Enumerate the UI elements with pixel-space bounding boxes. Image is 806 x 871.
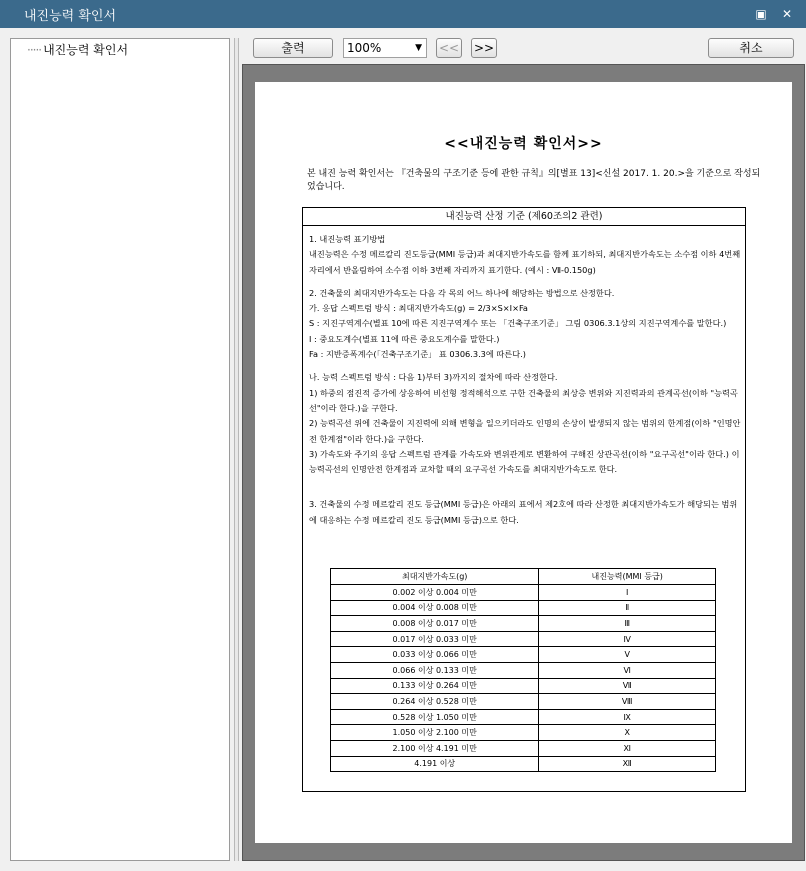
section-2-step-2: 2) 능력곡선 위에 건축물이 지진력에 의해 변형을 일으키더라도 인명의 손상이 발생되지 않는 범위의 한계점(이하 "인명안전 한계점"이라 한다.)을 구한다. (309, 418, 741, 444)
document-tree (10, 38, 230, 861)
table-row (331, 616, 716, 632)
section-2-na: 나. 능력 스펙트럼 방식 : 다음 1)부터 3)까지의 절차에 따라 산정한다. (309, 372, 558, 383)
pga-range: 2.100 이상 4.191 미만 (331, 740, 539, 756)
zoom-value: 100% (347, 41, 382, 55)
table-row (331, 678, 716, 694)
mmi-grade: Ⅹ (539, 725, 716, 741)
table-row (331, 662, 716, 678)
section-3-text: 3. 건축물의 수정 메르칼리 진도 등급(MMI 등급)은 아래의 표에서 제2호에 따라 산정한 최대지반가속도가 해당되는 범위에 대응하는 수정 메르칼리 진도 등급(MMI 등급)으로 한다. (309, 499, 738, 525)
pga-range: 0.002 이상 0.004 미만 (331, 585, 539, 601)
mmi-grade: Ⅷ (539, 694, 716, 710)
section-1-title: 1. 내진능력 표기방법 (309, 234, 386, 244)
mmi-grade: Ⅲ (539, 616, 716, 632)
pga-range: 0.033 이상 0.066 미만 (331, 647, 539, 663)
mmi-grade: Ⅺ (539, 740, 716, 756)
cancel-button[interactable]: 취소 (708, 38, 794, 58)
section-2-s: S : 지진구역계수(별표 10에 따른 지진구역계수 또는 「건축구조기준」 그림 0306.3.1상의 지진구역계수를 말한다.) (309, 318, 727, 329)
pga-range: 0.133 이상 0.264 미만 (331, 678, 539, 694)
table-row (331, 740, 716, 756)
table-row (331, 756, 716, 772)
pga-range: 0.017 이상 0.033 미만 (331, 631, 539, 647)
document-page (255, 82, 792, 843)
criteria-box (302, 207, 746, 792)
pga-range: 4.191 이상 (331, 756, 539, 772)
mmi-table (330, 568, 716, 772)
section-2-step-3: 3) 가속도와 주기의 응답 스펙트럼 관계를 가속도와 변위관계로 변환하여 구해진 상관곡선(이하 "요구곡선"이라 한다.) 이 능력곡선의 인명안전 한계점과 교차할 때의 요구곡선 가속도를 최대지반가속도로 한다. (309, 448, 740, 475)
close-icon[interactable]: ✕ (781, 7, 793, 21)
table-header-row (331, 569, 716, 585)
column-header-pga: 최대지반가속도(g) (331, 569, 539, 585)
table-row (331, 647, 716, 663)
section-1-text: 내진능력은 수정 메르칼리 진도등급(MMI 등급)과 최대지반가속도를 함께 표기하되, 최대지반가속도는 소수점 이하 4번째 자리에서 반올림하여 소수점 이하 3번째 자리까지 표기한다. (예시 : Ⅶ-0.150g) (309, 249, 741, 275)
criteria-body (309, 232, 741, 528)
mmi-grade: Ⅵ (539, 662, 716, 678)
pga-range: 1.050 이상 2.100 미만 (331, 725, 539, 741)
document-intro: 본 내진 능력 확인서는 『건축물의 구조기준 등에 관한 규칙』의[별표 13]<신설 2017. 1. 20.>을 기준으로 작성되었습니다. (307, 169, 761, 192)
zoom-select[interactable] (343, 38, 427, 58)
section-2-i: I : 중요도계수(별표 11에 따른 중요도계수를 말한다.) (309, 333, 500, 344)
pga-range: 0.264 이상 0.528 미만 (331, 694, 539, 710)
mmi-grade: Ⅰ (539, 585, 716, 601)
pga-range: 0.004 이상 0.008 미만 (331, 600, 539, 616)
document-title: <<내진능력 확인서>> (444, 136, 603, 152)
window-title: 내진능력 확인서 (24, 9, 117, 24)
section-2-title: 2. 건축물의 최대지반가속도는 다음 각 목의 어느 하나에 해당하는 방법으로 산정한다. (309, 287, 615, 298)
table-row (331, 709, 716, 725)
table-row (331, 585, 716, 601)
prev-page-button[interactable]: << (436, 38, 462, 58)
section-2-ga: 가. 응답 스펙트럼 방식 : 최대지반가속도(g) = 2/3×S×I×Fa (309, 303, 528, 314)
mmi-grade: Ⅸ (539, 709, 716, 725)
table-row (331, 694, 716, 710)
chevron-down-icon: ▼ (415, 43, 422, 53)
section-2-fa: Fa : 지반증폭계수(「건축구조기준」 표 0306.3.3에 따른다.) (309, 349, 526, 360)
tree-item-label: 내진능력 확인서 (43, 43, 129, 57)
section-2-step-1: 1) 하중의 점진적 증가에 상응하여 비선형 정적해석으로 구한 건축물의 최상층 변위와 지진력과의 관계곡선(이하 "능력곡선"이라 한다.)을 구한다. (309, 387, 738, 413)
table-row (331, 631, 716, 647)
tree-item-certificate[interactable] (27, 41, 128, 58)
panel-splitter[interactable] (234, 38, 239, 861)
mmi-grade: Ⅱ (539, 600, 716, 616)
title-bar (0, 0, 806, 28)
column-header-mmi: 내진능력(MMI 등급) (539, 569, 716, 585)
next-page-button[interactable]: >> (471, 38, 497, 58)
pga-range: 0.066 이상 0.133 미만 (331, 662, 539, 678)
document-viewer[interactable] (242, 64, 805, 861)
pga-range: 0.528 이상 1.050 미만 (331, 709, 539, 725)
mmi-grade: Ⅴ (539, 647, 716, 663)
tree-connector: ····· (27, 43, 42, 57)
table-row (331, 725, 716, 741)
mmi-grade: Ⅳ (539, 631, 716, 647)
mmi-grade: Ⅶ (539, 678, 716, 694)
restore-icon[interactable]: ▣ (755, 7, 767, 21)
criteria-header: 내진능력 산정 기준 (제60조의2 관련) (303, 208, 745, 226)
print-button[interactable]: 출력 (253, 38, 333, 58)
pga-range: 0.008 이상 0.017 미만 (331, 616, 539, 632)
table-row (331, 600, 716, 616)
mmi-grade: Ⅻ (539, 756, 716, 772)
